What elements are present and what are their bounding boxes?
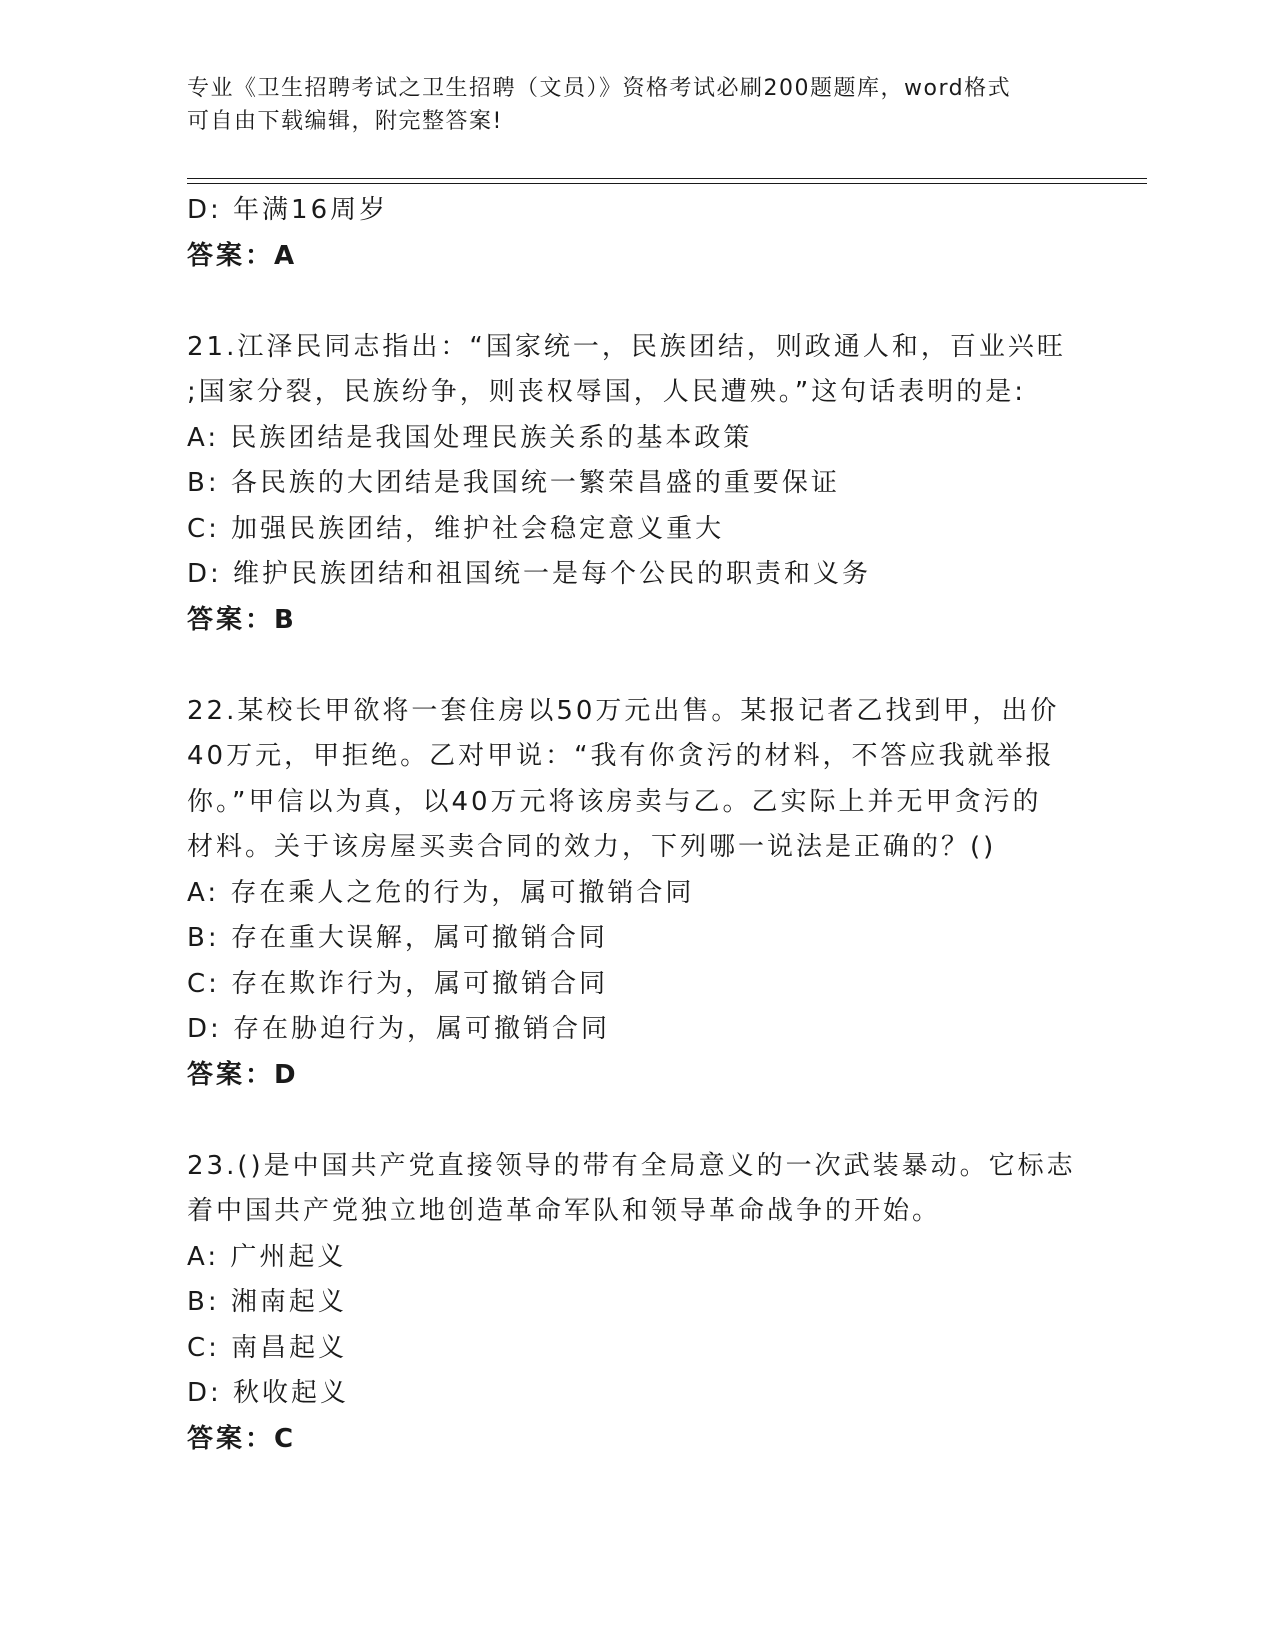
option-c: C: 存在欺诈行为，属可撤销合同 [187, 968, 609, 999]
option-a: A: 民族团结是我国处理民族关系的基本政策 [187, 422, 753, 453]
spacer [187, 643, 1087, 689]
option-b: B: 各民族的大团结是我国统一繁荣昌盛的重要保证 [187, 468, 840, 498]
answer-line: 答案：B [187, 604, 297, 635]
question-stem-line: 你。”甲信以为真，以40万元将该房卖与乙。乙实际上并无甲贪污的 [187, 786, 1042, 817]
option-d: D: 存在胁迫行为，属可撤销合同 [187, 1014, 611, 1044]
document-header [187, 72, 1067, 138]
spacer [187, 279, 1087, 325]
question-22 [187, 689, 1087, 1099]
option-a: A: 广州起义 [187, 1241, 347, 1272]
spacer [187, 1098, 1087, 1144]
header-line-2: 可自由下载编辑，附完整答案! [187, 109, 503, 134]
option-c: C: 加强民族团结，维护社会稳定意义重大 [187, 513, 725, 544]
question-stem-line: ;国家分裂，民族纷争，则丧权辱国，人民遭殃。”这句话表明的是: [187, 377, 1026, 407]
previous-question-tail [187, 188, 1087, 279]
option-d: D: 年满16周岁 [187, 195, 389, 225]
question-stem-line: 21.江泽民同志指出：“国家统一，民族团结，则政通人和，百业兴旺 [187, 331, 1066, 362]
document-body [187, 188, 1087, 1462]
option-d: D: 维护民族团结和祖国统一是每个公民的职责和义务 [187, 559, 872, 589]
question-stem-line: 22.某校长甲欲将一套住房以50万元出售。某报记者乙找到甲，出价 [187, 695, 1060, 726]
answer-line: 答案：C [187, 1423, 297, 1454]
option-b: B: 湘南起义 [187, 1287, 347, 1317]
question-stem-line: 着中国共产党独立地创造革命军队和领导革命战争的开始。 [187, 1196, 942, 1226]
question-stem-line: 40万元，甲拒绝。乙对甲说：“我有你贪污的材料，不答应我就举报 [187, 741, 1055, 771]
header-line-1: 专业《卫生招聘考试之卫生招聘（文员）》资格考试必刷200题题库，word格式 [187, 76, 1012, 101]
header-divider-bottom [187, 183, 1147, 184]
question-stem-line: 材料。关于该房屋买卖合同的效力，下列哪一说法是正确的？() [187, 832, 997, 862]
question-23 [187, 1144, 1087, 1463]
answer-line: 答案：A [187, 240, 298, 271]
option-a: A: 存在乘人之危的行为，属可撤销合同 [187, 877, 695, 908]
question-21 [187, 325, 1087, 644]
answer-line: 答案：D [187, 1059, 299, 1090]
option-b: B: 存在重大误解，属可撤销合同 [187, 923, 608, 953]
option-d: D: 秋收起义 [187, 1378, 350, 1408]
option-c: C: 南昌起义 [187, 1332, 348, 1363]
question-stem-line: 23.()是中国共产党直接领导的带有全局意义的一次武装暴动。它标志 [187, 1150, 1076, 1181]
header-divider-top [187, 178, 1147, 179]
